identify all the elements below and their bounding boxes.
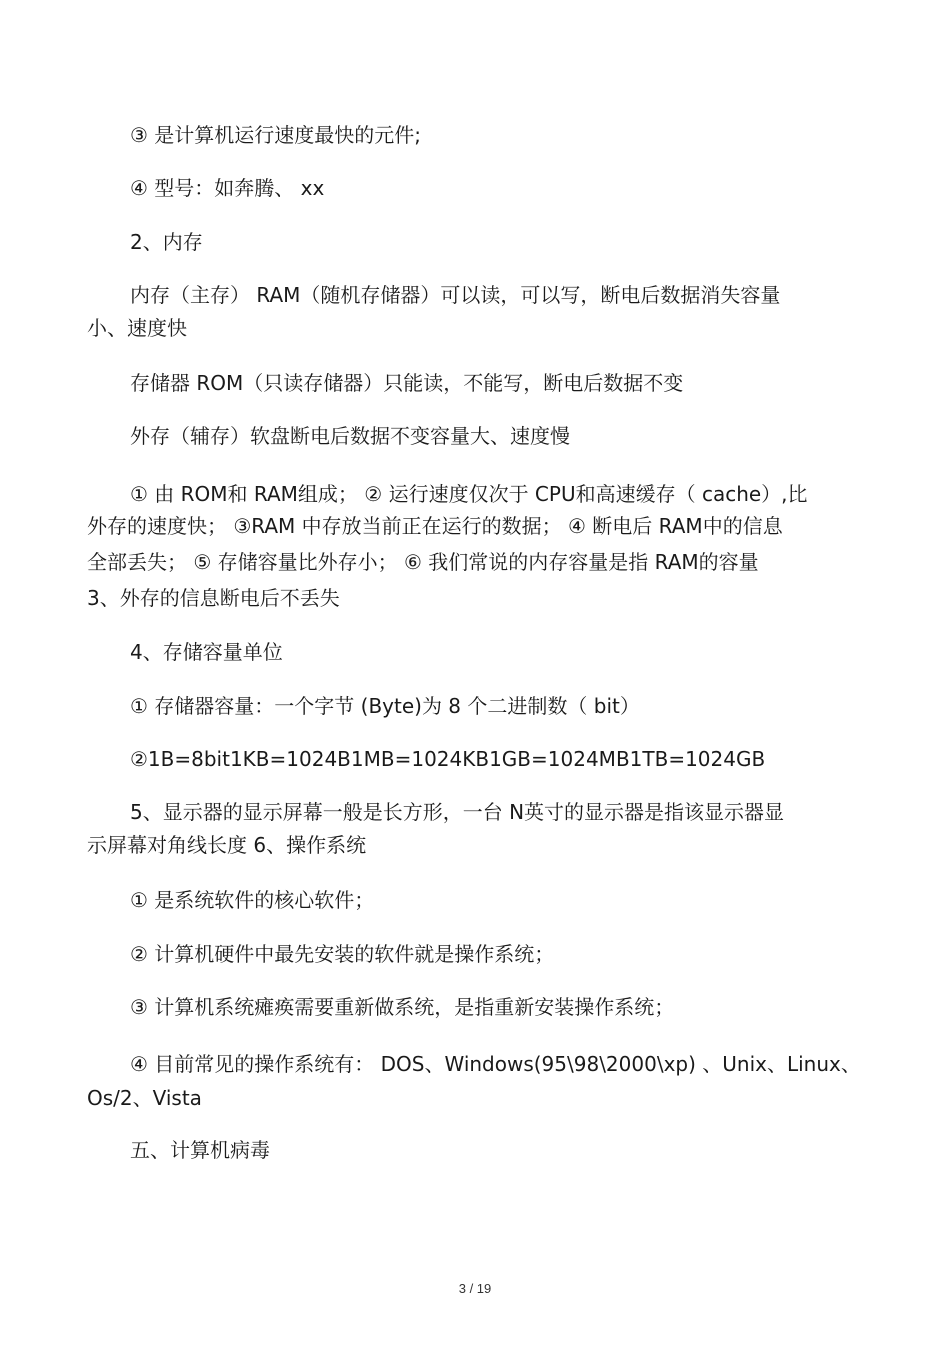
text-line: ④ 目前常见的操作系统有： DOS、Windows(95\98\2000\xp) 、Unix、Linux、 [130,1052,861,1076]
text-line: 外存（辅存）软盘断电后数据不变容量大、速度慢 [130,424,570,448]
section-heading: 4、存储容量单位 [130,640,283,664]
text-line: Os/2、Vista [87,1086,202,1110]
text-line: ③ 计算机系统瘫痪需要重新做系统，是指重新安装操作系统； [130,995,675,1019]
text-line: 外存的速度快； ③RAM 中存放当前正在运行的数据； ④ 断电后 RAM中的信息 [87,514,783,538]
text-line: 5、显示器的显示屏幕一般是长方形，一台 N英寸的显示器是指该显示器显 [130,800,785,824]
text-line: 全部丢失； ⑤ 存储容量比外存小； ⑥ 我们常说的内存容量是指 RAM的容量 [87,550,759,574]
text-line: ① 存储器容量：一个字节 (Byte)为 8 个二进制数（ bit） [130,694,640,718]
text-line: 3、外存的信息断电后不丢失 [87,586,340,610]
text-line: 示屏幕对角线长度 6、操作系统 [87,833,367,857]
text-line: ① 由 ROM和 RAM组成； ② 运行速度仅次于 CPU和高速缓存（ cache）,比 [130,482,808,506]
text-line: ③ 是计算机运行速度最快的元件; [130,123,422,147]
page-number: 3 / 19 [458,1281,492,1296]
text-line: 存储器 ROM（只读存储器）只能读，不能写，断电后数据不变 [130,371,684,395]
text-line: 内存（主存） RAM（随机存储器）可以读，可以写，断电后数据消失容量 [130,283,781,307]
text-line: ① 是系统软件的核心软件； [130,888,375,912]
section-heading: 2、内存 [130,230,203,254]
section-heading: 五、计算机病毒 [130,1138,270,1162]
text-line: ②1B=8bit1KB=1024B1MB=1024KB1GB=1024MB1TB=1024GB [130,747,766,771]
text-line: ② 计算机硬件中最先安装的软件就是操作系统； [130,942,555,966]
text-line: ④ 型号：如奔腾、 xx [130,176,325,200]
text-line: 小、速度快 [87,316,187,340]
